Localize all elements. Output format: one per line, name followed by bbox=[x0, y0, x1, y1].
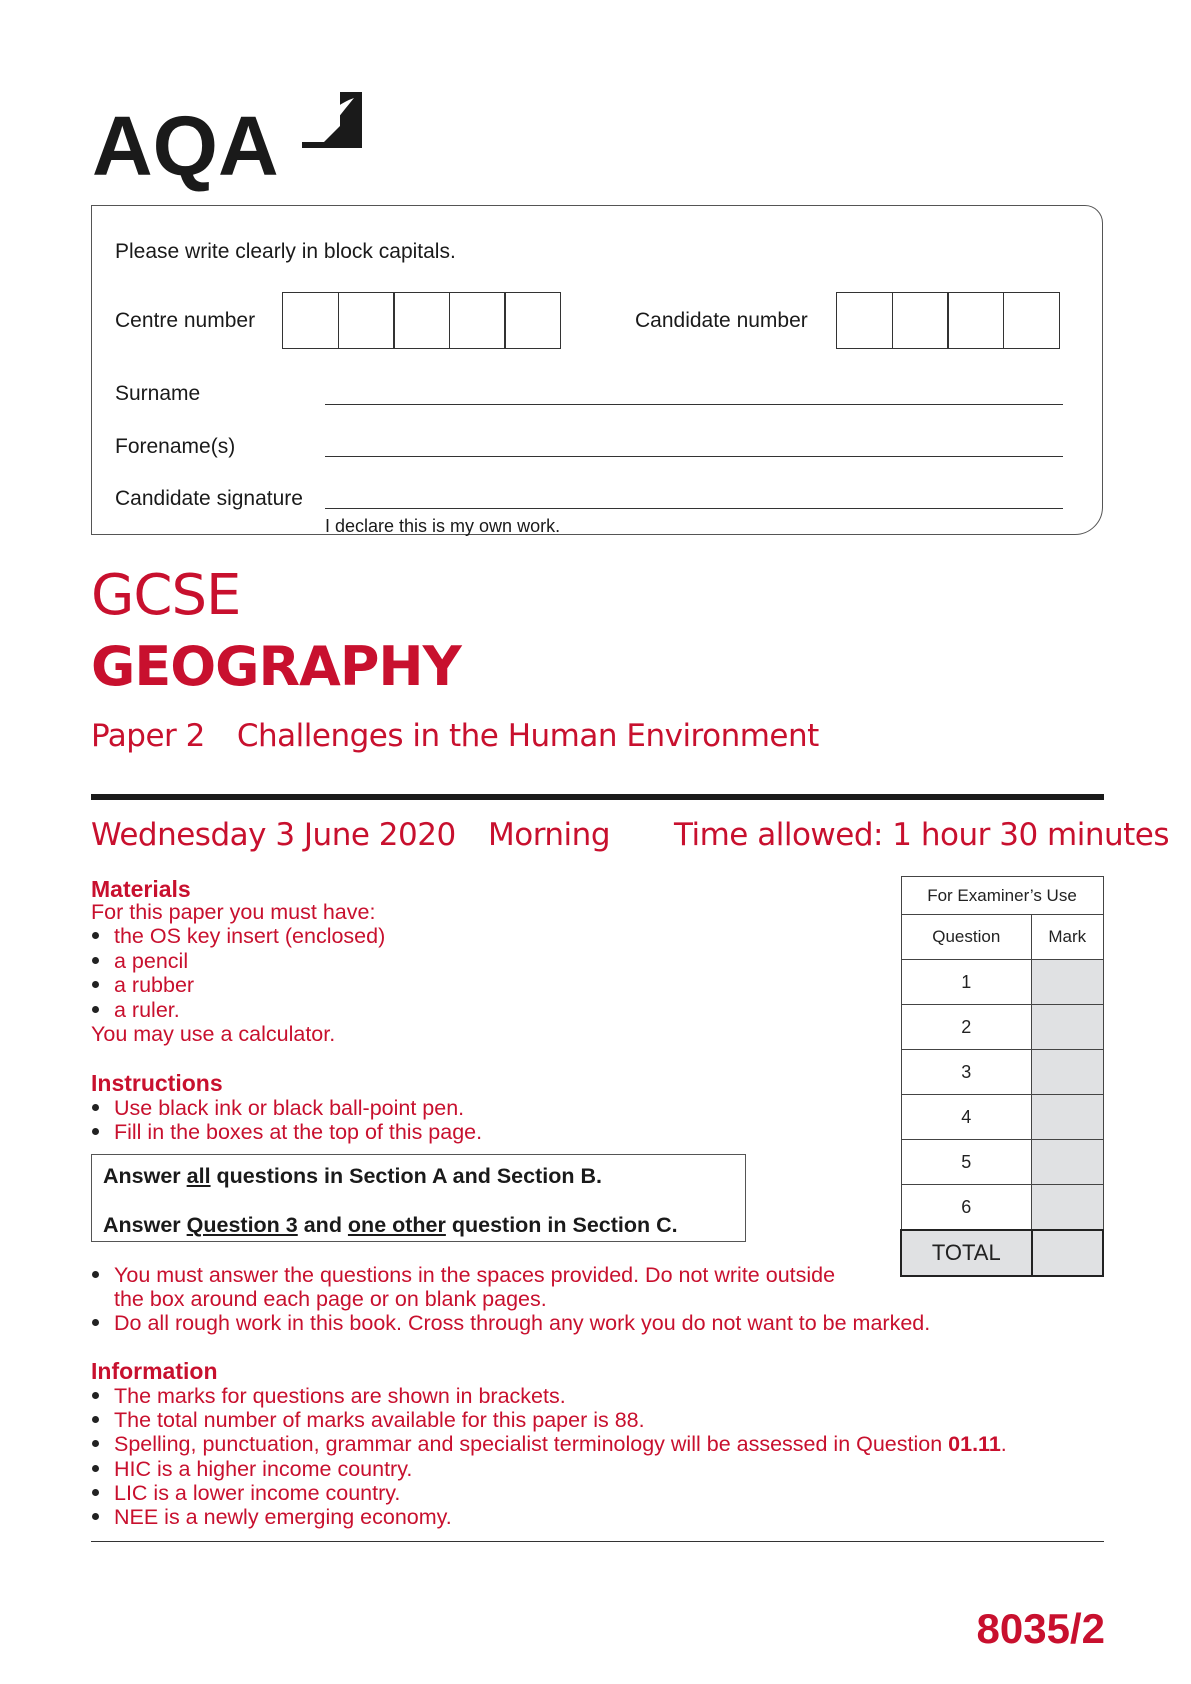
footer-divider bbox=[91, 1541, 1104, 1542]
information-text: . bbox=[1000, 1432, 1007, 1456]
forename-field[interactable] bbox=[325, 456, 1063, 457]
bullet-icon bbox=[92, 1416, 99, 1423]
materials-item: the OS key insert (enclosed) bbox=[114, 924, 386, 948]
candidate-digit-box[interactable] bbox=[892, 292, 949, 349]
bullet-icon bbox=[92, 1489, 99, 1496]
instruction-item: You must answer the questions in the spaces provided. Do not write outside bbox=[114, 1263, 836, 1287]
answer-emphasis: all bbox=[186, 1164, 211, 1188]
mark-column-header: Mark bbox=[1032, 915, 1103, 960]
logo-text: AQA bbox=[92, 99, 279, 193]
bullet-icon bbox=[92, 932, 99, 939]
centre-digit-box[interactable] bbox=[393, 292, 450, 349]
question-number: 4 bbox=[901, 1095, 1032, 1140]
bullet-icon bbox=[92, 1513, 99, 1520]
centre-digit-box[interactable] bbox=[504, 292, 561, 349]
exam-date: Wednesday 3 June 2020 bbox=[91, 817, 456, 853]
answer-text: questions in Section A and Section B. bbox=[210, 1164, 602, 1188]
signature-field[interactable] bbox=[325, 508, 1063, 509]
question-number: 3 bbox=[901, 1050, 1032, 1095]
centre-number-boxes[interactable] bbox=[282, 292, 561, 349]
instruction-item-continued: the box around each page or on blank pages. bbox=[114, 1287, 547, 1311]
paper-title bbox=[91, 718, 819, 754]
instruction-item: Do all rough work in this book. Cross through any work you do not want to be marked. bbox=[114, 1311, 931, 1335]
paper-name: Challenges in the Human Environment bbox=[236, 718, 819, 754]
materials-heading: Materials bbox=[91, 876, 191, 902]
bullet-icon bbox=[92, 1440, 99, 1447]
mark-cell[interactable] bbox=[1032, 1005, 1103, 1050]
mark-cell[interactable] bbox=[1032, 960, 1103, 1005]
information-text: Spelling, punctuation, grammar and specialist terminology will be assessed in Question bbox=[114, 1432, 949, 1456]
question-number: 2 bbox=[901, 1005, 1032, 1050]
information-item bbox=[114, 1434, 1007, 1456]
time-allowed: Time allowed: 1 hour 30 minutes bbox=[674, 817, 1170, 853]
materials-item: a pencil bbox=[114, 949, 189, 973]
title-divider bbox=[91, 794, 1104, 800]
bullet-icon bbox=[92, 957, 99, 964]
bullet-icon bbox=[92, 1392, 99, 1399]
block-capitals-instruction: Please write clearly in block capitals. bbox=[115, 240, 456, 263]
declaration-text: I declare this is my own work. bbox=[325, 516, 561, 536]
total-label: TOTAL bbox=[901, 1230, 1032, 1276]
qualification-title: GCSE bbox=[91, 563, 241, 628]
question-number: 6 bbox=[901, 1185, 1032, 1231]
answer-emphasis: Question 3 bbox=[186, 1213, 298, 1237]
bullet-icon bbox=[92, 1128, 99, 1135]
answer-requirement-2 bbox=[103, 1215, 678, 1237]
instructions-heading: Instructions bbox=[91, 1070, 223, 1096]
materials-item: a ruler. bbox=[114, 998, 180, 1022]
centre-digit-box[interactable] bbox=[449, 292, 506, 349]
bullet-icon bbox=[92, 1104, 99, 1111]
examiner-header: For Examiner’s Use bbox=[901, 877, 1103, 915]
materials-item: a rubber bbox=[114, 973, 195, 997]
mark-cell[interactable] bbox=[1032, 1050, 1103, 1095]
exam-session: Morning bbox=[488, 817, 610, 853]
answer-text: Answer bbox=[103, 1213, 187, 1237]
bullet-icon bbox=[92, 1006, 99, 1013]
information-item: The marks for questions are shown in brackets. bbox=[114, 1384, 566, 1408]
question-number: 5 bbox=[901, 1140, 1032, 1185]
information-heading: Information bbox=[91, 1358, 218, 1384]
forename-label: Forename(s) bbox=[115, 435, 236, 458]
answer-emphasis: one other bbox=[347, 1213, 446, 1237]
aqa-leaf-icon bbox=[302, 90, 362, 150]
candidate-digit-box[interactable] bbox=[1003, 292, 1060, 349]
mark-cell[interactable] bbox=[1032, 1140, 1103, 1185]
paper-number: Paper 2 bbox=[91, 718, 205, 754]
mark-cell[interactable] bbox=[1032, 1185, 1103, 1231]
information-item: NEE is a newly emerging economy. bbox=[114, 1505, 452, 1529]
answer-requirement-1 bbox=[103, 1166, 602, 1188]
materials-intro: For this paper you must have: bbox=[91, 900, 376, 924]
paper-code: 8035/2 bbox=[976, 1605, 1105, 1652]
centre-number-label: Centre number bbox=[115, 309, 256, 332]
instruction-item: Fill in the boxes at the top of this page. bbox=[114, 1120, 483, 1144]
candidate-number-label: Candidate number bbox=[635, 309, 808, 332]
answer-text: and bbox=[297, 1213, 348, 1237]
answer-text: Answer bbox=[103, 1164, 187, 1188]
question-number: 1 bbox=[901, 960, 1032, 1005]
bullet-icon bbox=[92, 981, 99, 988]
centre-digit-box[interactable] bbox=[338, 292, 395, 349]
question-column-header: Question bbox=[901, 915, 1032, 960]
information-item: LIC is a lower income country. bbox=[114, 1481, 401, 1505]
surname-field[interactable] bbox=[325, 404, 1063, 405]
signature-label: Candidate signature bbox=[115, 487, 303, 510]
candidate-digit-box[interactable] bbox=[836, 292, 893, 349]
mark-cell[interactable] bbox=[1032, 1095, 1103, 1140]
bullet-icon bbox=[92, 1319, 99, 1326]
candidate-number-boxes[interactable] bbox=[836, 292, 1060, 349]
bullet-icon bbox=[92, 1271, 99, 1278]
calculator-note: You may use a calculator. bbox=[91, 1022, 336, 1046]
answer-text: question in Section C. bbox=[445, 1213, 678, 1237]
aqa-logo bbox=[92, 86, 362, 193]
total-mark-cell[interactable] bbox=[1032, 1230, 1103, 1276]
centre-digit-box[interactable] bbox=[282, 292, 339, 349]
assessed-question: 01.11 bbox=[948, 1432, 1001, 1456]
information-item: The total number of marks available for this paper is 88. bbox=[114, 1408, 645, 1432]
information-item: HIC is a higher income country. bbox=[114, 1457, 413, 1481]
candidate-digit-box[interactable] bbox=[947, 292, 1004, 349]
surname-label: Surname bbox=[115, 382, 201, 405]
subject-title: GEOGRAPHY bbox=[91, 635, 461, 698]
instruction-item: Use black ink or black ball-point pen. bbox=[114, 1096, 465, 1120]
examiner-use-table bbox=[900, 876, 1104, 1277]
bullet-icon bbox=[92, 1465, 99, 1472]
